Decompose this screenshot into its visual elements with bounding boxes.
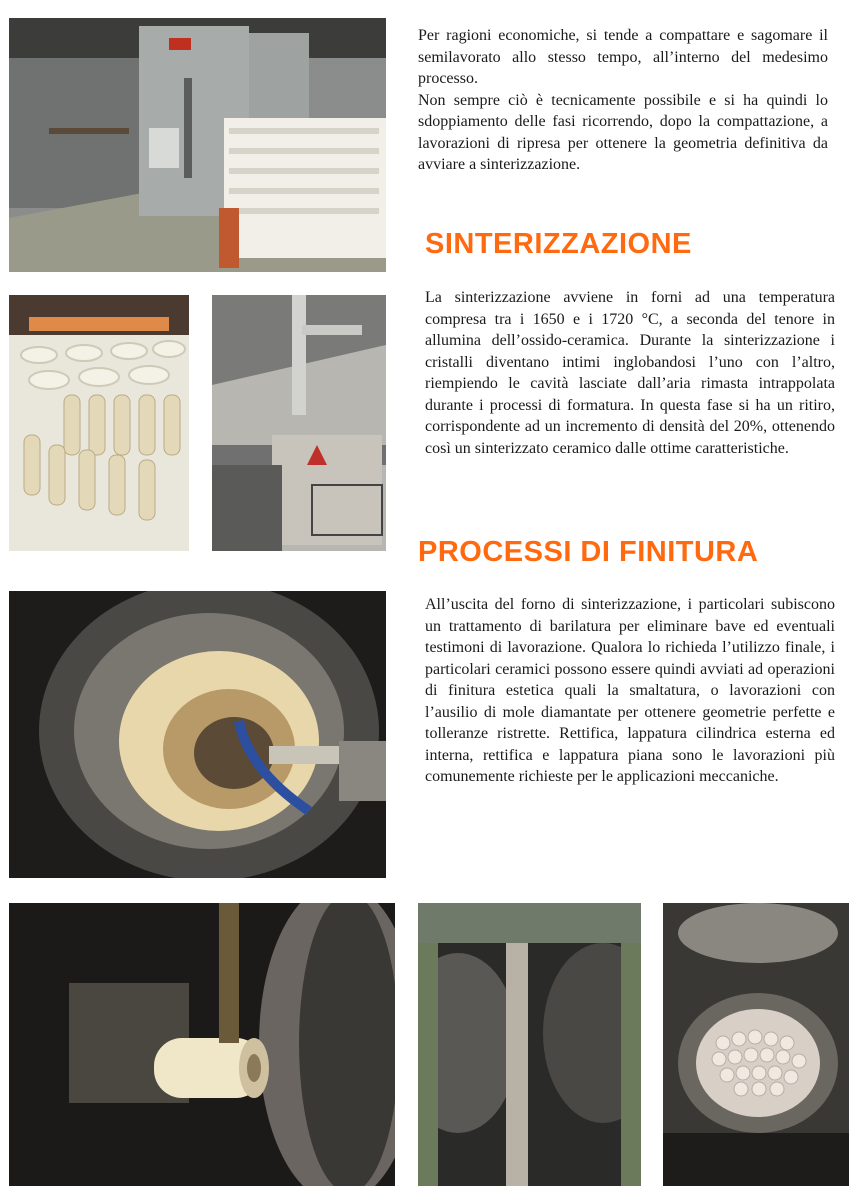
finitura-text: All’uscita del forno di sinterizzazione, i particolari subiscono un trattamento di barilatura per eliminare bave ed eventuali testimoni di lavorazione. Qualora lo richieda l’utilizzo finale, i particolari ceramici possono essere quindi avviati ad operazioni di finitura estetica quali la smaltatura, o lavorazioni con l’ausilio di mole diamantate per ottenere geometrie perfette e tolleranze ristrette. Rettifica, lappatura cilindrica esterna ed interna, rettifica e lappatura piana sono le lavorazioni più comunemente richieste per le applicazioni meccaniche. (425, 596, 835, 785)
intro-text (418, 25, 828, 176)
heading-sinterizzazione: SINTERIZZAZIONE (425, 228, 692, 260)
photo-press-machine (9, 18, 386, 272)
intro-paragraph-2: Non sempre ciò è tecnicamente possibile e si ha quindi lo sdoppiamento delle fasi ricorrendo, dopo la compattazione, a lavorazioni di ripresa per ottenere la geometria definitiva da avviare a sinterizzazione. (418, 91, 828, 173)
photo-kiln-parts (9, 295, 189, 551)
photo-barrel-finishing (663, 903, 849, 1186)
sinterizzazione-text: La sinterizzazione avviene in forni ad una temperatura compresa tra i 1650 e i 1720 °C, a seconda del tenore in allumina dell’ossido-ceramica. Durante la sinterizzazione i cristalli diventano intimi inglobandosi l’uno con l’altro, riempiendo le cavità lasciate dall’aria rimasta intrappolata durante i processi di formatura. In questa fase si ha un ritiro, corrispondente ad un incremento di densità del 20%, ottenendo così un sinterizzato ceramico dalle ottime caratteristiche. (425, 289, 835, 457)
photo-grinding-ring (9, 591, 386, 878)
photo-centerless-grinding (418, 903, 641, 1186)
photo-cylindrical-grinding (9, 903, 395, 1186)
heading-processi-di-finitura: PROCESSI DI FINITURA (418, 536, 759, 568)
intro-paragraph-1: Per ragioni economiche, si tende a compattare e sagomare il semilavorato allo stesso tempo, all’interno del medesimo processo. (418, 27, 828, 87)
photo-kiln-hall (212, 295, 386, 551)
